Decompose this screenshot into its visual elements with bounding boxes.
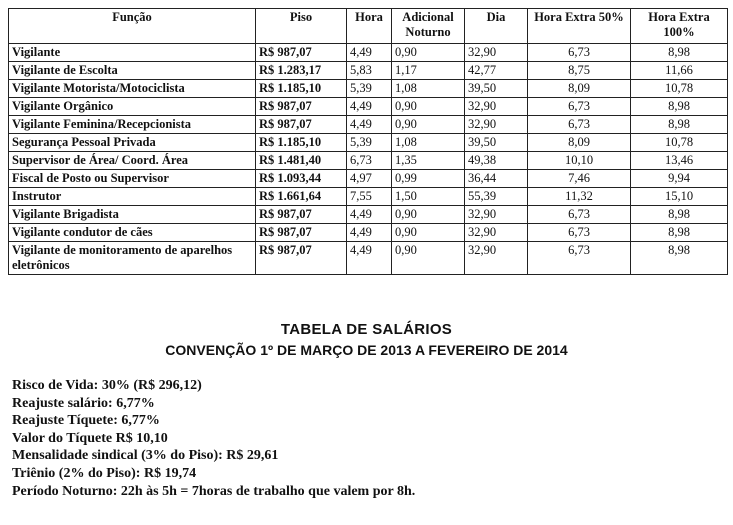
header-hora: Hora [347, 9, 392, 44]
cell-funcao: Vigilante Orgânico [9, 98, 256, 116]
table-row [9, 44, 728, 62]
cell-dia: 32,90 [465, 116, 528, 134]
cell-adicional-noturno: 1,08 [392, 134, 465, 152]
cell-funcao: Vigilante de Escolta [9, 62, 256, 80]
cell-dia: 39,50 [465, 134, 528, 152]
header-hora-extra-50: Hora Extra 50% [528, 9, 631, 44]
cell-hora: 6,73 [347, 152, 392, 170]
cell-hora: 4,49 [347, 242, 392, 275]
title-block [0, 320, 733, 360]
header-hora-extra-100: Hora Extra 100% [631, 9, 728, 44]
cell-hora: 4,49 [347, 98, 392, 116]
cell-adicional-noturno: 0,90 [392, 44, 465, 62]
cell-funcao: Vigilante Feminina/Recepcionista [9, 116, 256, 134]
cell-hora-extra-50: 8,09 [528, 80, 631, 98]
cell-hora-extra-100: 10,78 [631, 134, 728, 152]
cell-hora: 4,49 [347, 206, 392, 224]
cell-hora-extra-100: 9,94 [631, 170, 728, 188]
cell-hora-extra-50: 6,73 [528, 224, 631, 242]
cell-dia: 32,90 [465, 242, 528, 275]
cell-piso: R$ 1.093,44 [256, 170, 347, 188]
note-item: Triênio (2% do Piso): R$ 19,74 [12, 465, 197, 481]
cell-hora: 4,49 [347, 116, 392, 134]
cell-adicional-noturno: 0,90 [392, 242, 465, 275]
cell-hora: 7,55 [347, 188, 392, 206]
page-subtitle: CONVENÇÃO 1º DE MARÇO DE 2013 A FEVEREIRO DE 2014 [165, 342, 568, 358]
cell-dia: 55,39 [465, 188, 528, 206]
header-adicional-noturno: Adicional Noturno [392, 9, 465, 44]
table-row [9, 224, 728, 242]
cell-funcao: Vigilante [9, 44, 256, 62]
cell-piso: R$ 987,07 [256, 116, 347, 134]
cell-hora-extra-100: 8,98 [631, 242, 728, 275]
cell-hora: 5,39 [347, 80, 392, 98]
note-item: Valor do Tíquete R$ 10,10 [12, 430, 168, 446]
cell-hora-extra-100: 8,98 [631, 116, 728, 134]
table-row [9, 206, 728, 224]
cell-dia: 32,90 [465, 44, 528, 62]
cell-dia: 39,50 [465, 80, 528, 98]
table-row [9, 116, 728, 134]
cell-hora-extra-50: 10,10 [528, 152, 631, 170]
cell-dia: 32,90 [465, 206, 528, 224]
table-row [9, 80, 728, 98]
cell-adicional-noturno: 0,90 [392, 98, 465, 116]
cell-adicional-noturno: 0,90 [392, 206, 465, 224]
table-row [9, 98, 728, 116]
cell-hora: 4,97 [347, 170, 392, 188]
cell-hora: 5,39 [347, 134, 392, 152]
cell-hora-extra-50: 6,73 [528, 98, 631, 116]
cell-funcao: Supervisor de Área/ Coord. Área [9, 152, 256, 170]
cell-hora-extra-100: 8,98 [631, 224, 728, 242]
cell-hora: 4,49 [347, 44, 392, 62]
notes-list [12, 377, 415, 500]
cell-piso: R$ 987,07 [256, 206, 347, 224]
cell-adicional-noturno: 1,17 [392, 62, 465, 80]
cell-hora-extra-50: 11,32 [528, 188, 631, 206]
note-item: Período Noturno: 22h às 5h = 7horas de trabalho que valem por 8h. [12, 483, 416, 499]
cell-adicional-noturno: 1,08 [392, 80, 465, 98]
cell-dia: 49,38 [465, 152, 528, 170]
cell-hora-extra-50: 6,73 [528, 116, 631, 134]
cell-piso: R$ 1.661,64 [256, 188, 347, 206]
cell-hora-extra-100: 13,46 [631, 152, 728, 170]
cell-funcao: Vigilante de monitoramento de aparelhos eletrônicos [9, 242, 256, 275]
cell-piso: R$ 1.185,10 [256, 80, 347, 98]
cell-hora-extra-100: 10,78 [631, 80, 728, 98]
table-row [9, 242, 728, 275]
cell-hora: 5,83 [347, 62, 392, 80]
cell-hora-extra-100: 8,98 [631, 98, 728, 116]
cell-dia: 32,90 [465, 224, 528, 242]
cell-funcao: Segurança Pessoal Privada [9, 134, 256, 152]
cell-funcao: Instrutor [9, 188, 256, 206]
cell-hora-extra-100: 8,98 [631, 206, 728, 224]
cell-adicional-noturno: 0,90 [392, 224, 465, 242]
table-row [9, 188, 728, 206]
cell-hora-extra-100: 8,98 [631, 44, 728, 62]
header-funcao: Função [9, 9, 256, 44]
cell-hora-extra-50: 8,75 [528, 62, 631, 80]
note-item: Risco de Vida: 30% (R$ 296,12) [12, 378, 202, 393]
cell-hora-extra-50: 7,46 [528, 170, 631, 188]
cell-dia: 32,90 [465, 98, 528, 116]
table-row [9, 152, 728, 170]
cell-funcao: Fiscal de Posto ou Supervisor [9, 170, 256, 188]
cell-adicional-noturno: 0,99 [392, 170, 465, 188]
cell-dia: 42,77 [465, 62, 528, 80]
cell-funcao: Vigilante condutor de cães [9, 224, 256, 242]
cell-adicional-noturno: 1,50 [392, 188, 465, 206]
cell-piso: R$ 1.283,17 [256, 62, 347, 80]
cell-funcao: Vigilante Brigadista [9, 206, 256, 224]
note-item: Reajuste Tíquete: 6,77% [12, 413, 160, 429]
note-item: Reajuste salário: 6,77% [12, 395, 155, 411]
cell-adicional-noturno: 0,90 [392, 116, 465, 134]
cell-hora: 4,49 [347, 224, 392, 242]
page-title: TABELA DE SALÁRIOS [280, 321, 453, 338]
cell-piso: R$ 1.481,40 [256, 152, 347, 170]
table-row [9, 170, 728, 188]
table-header-row [9, 9, 728, 44]
cell-hora-extra-50: 6,73 [528, 242, 631, 275]
table-row [9, 134, 728, 152]
cell-piso: R$ 987,07 [256, 44, 347, 62]
header-dia: Dia [465, 9, 528, 44]
cell-hora-extra-100: 11,66 [631, 62, 728, 80]
note-item: Mensalidade sindical (3% do Piso): R$ 29,61 [12, 448, 279, 464]
cell-piso: R$ 987,07 [256, 98, 347, 116]
cell-piso: R$ 1.185,10 [256, 134, 347, 152]
header-piso: Piso [256, 9, 347, 44]
cell-hora-extra-50: 6,73 [528, 206, 631, 224]
cell-piso: R$ 987,07 [256, 242, 347, 275]
cell-piso: R$ 987,07 [256, 224, 347, 242]
salary-table [8, 8, 728, 275]
cell-funcao: Vigilante Motorista/Motociclista [9, 80, 256, 98]
table-row [9, 62, 728, 80]
cell-dia: 36,44 [465, 170, 528, 188]
cell-hora-extra-100: 15,10 [631, 188, 728, 206]
cell-hora-extra-50: 8,09 [528, 134, 631, 152]
cell-adicional-noturno: 1,35 [392, 152, 465, 170]
cell-hora-extra-50: 6,73 [528, 44, 631, 62]
